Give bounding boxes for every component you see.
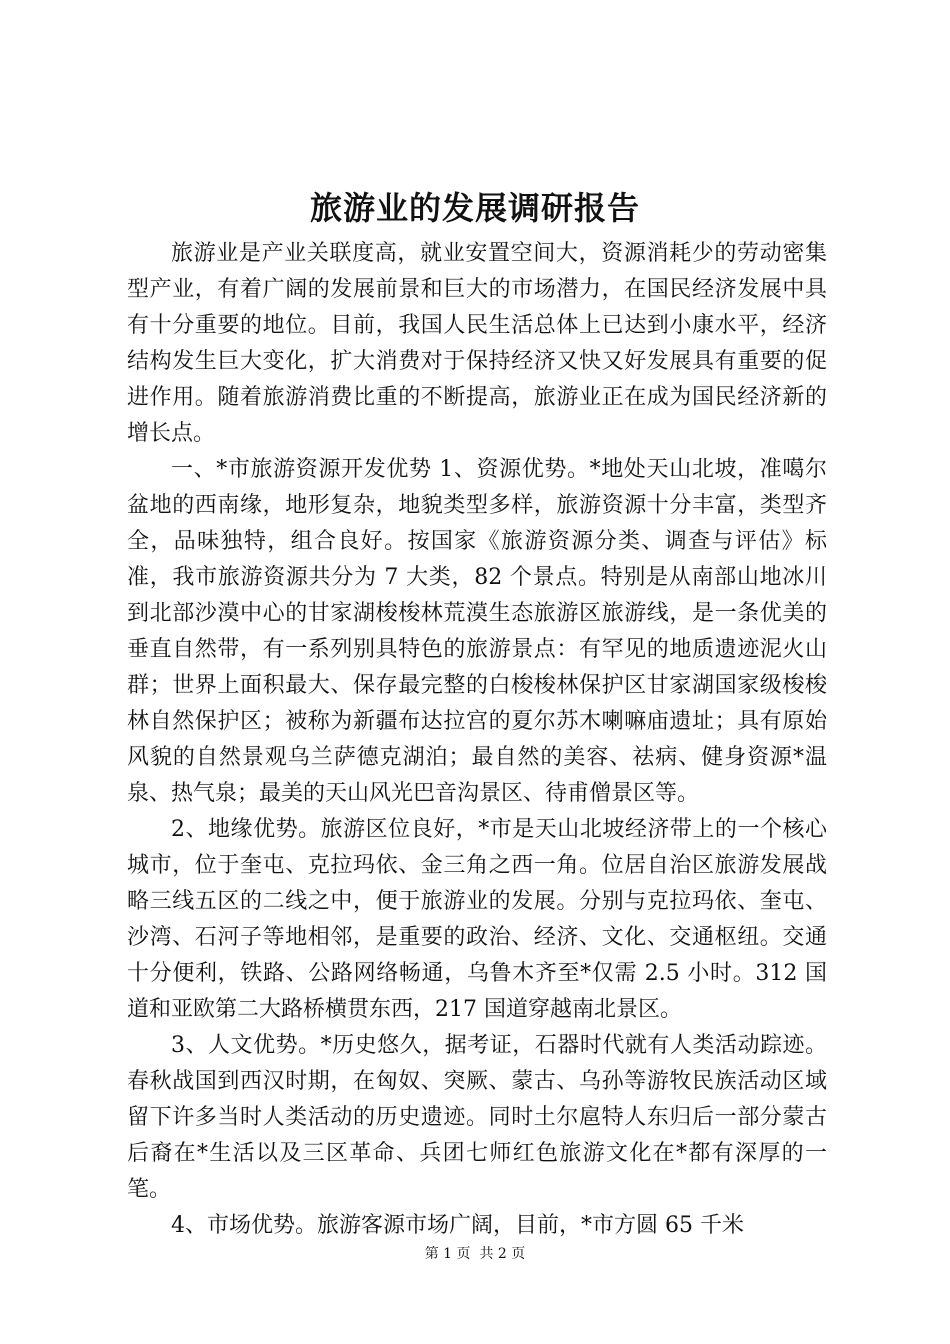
paragraph-resource-advantage: 一、*市旅游资源开发优势 1、资源优势。*地处天山北坡，准噶尔盆地的西南缘，地形复杂，地貌类型多样，旅游资源十分丰富，类型齐全，品味独特，组合良好。按国家《旅游资源分类、调查与评估》标准，我市旅游资源共分为 7 大类，82 个景点。特别是从南部山地冰川到北部沙漠中心的甘家湖梭梭林荒漠生态旅游区旅游线，是一条优美的垂直自然带，有一系列别具特色的旅游景点：有罕见的地质遗迹泥火山群；世界上面积最大、保存最完整的白梭梭林保护区甘家湖国家级梭梭林自然保护区；被称为新疆布达拉宫的夏尔苏木喇嘛庙遗址；具有原始风貌的自然景观乌兰萨德克湖泊；最自然的美容、祛病、健身资源*温泉、热气泉；最美的天山风光巴音沟景区、待甫僧景区等。 xyxy=(127,457,827,806)
paragraph-cultural-advantage: 3、人文优势。*历史悠久，据考证，石器时代就有人类活动踪迹。春秋战国到西汉时期，在匈奴、突厥、蒙古、乌孙等游牧民族活动区域留下许多当时人类活动的历史遗迹。同时土尔扈特人东归后一部分蒙古后裔在*生活以及三区革命、兵团七师红色旅游文化在*都有深厚的一笔。 xyxy=(127,1033,827,1202)
paragraph-location-advantage: 2、地缘优势。旅游区位良好，*市是天山北坡经济带上的一个核心城市，位于奎屯、克拉玛依、金三角之西一角。位居自治区旅游发展战略三线五区的二线之中，便于旅游业的发展。分别与克拉玛依、奎屯、沙湾、石河子等地相邻，是重要的政治、经济、文化、交通枢纽。交通十分便利，铁路、公路网络畅通，乌鲁木齐至*仅需 2.5 小时。312 国道和亚欧第二大路桥横贯东西，217 国道穿越南北景区。 xyxy=(127,817,827,1022)
paragraph-market-advantage: 4、市场优势。旅游客源市场广阔，目前，*市方圆 65 千米 xyxy=(171,1213,744,1238)
document-title: 旅游业的发展调研报告 xyxy=(309,189,640,227)
page-footer xyxy=(0,1244,950,1264)
paragraph-intro: 旅游业是产业关联度高，就业安置空间大，资源消耗少的劳动密集型产业，有着广阔的发展前景和巨大的市场潜力，在国民经济发展中具有十分重要的地位。目前，我国人民生活总体上已达到小康水平，经济结构发生巨大变化，扩大消费对于保持经济又快又好发展具有重要的促进作用。随着旅游消费比重的不断提高，旅游业正在成为国民经济新的增长点。 xyxy=(127,241,827,446)
document-body xyxy=(127,236,827,1244)
page-total: 共 2 页 xyxy=(479,1246,526,1262)
page-number: 第 1 页 xyxy=(424,1246,471,1262)
